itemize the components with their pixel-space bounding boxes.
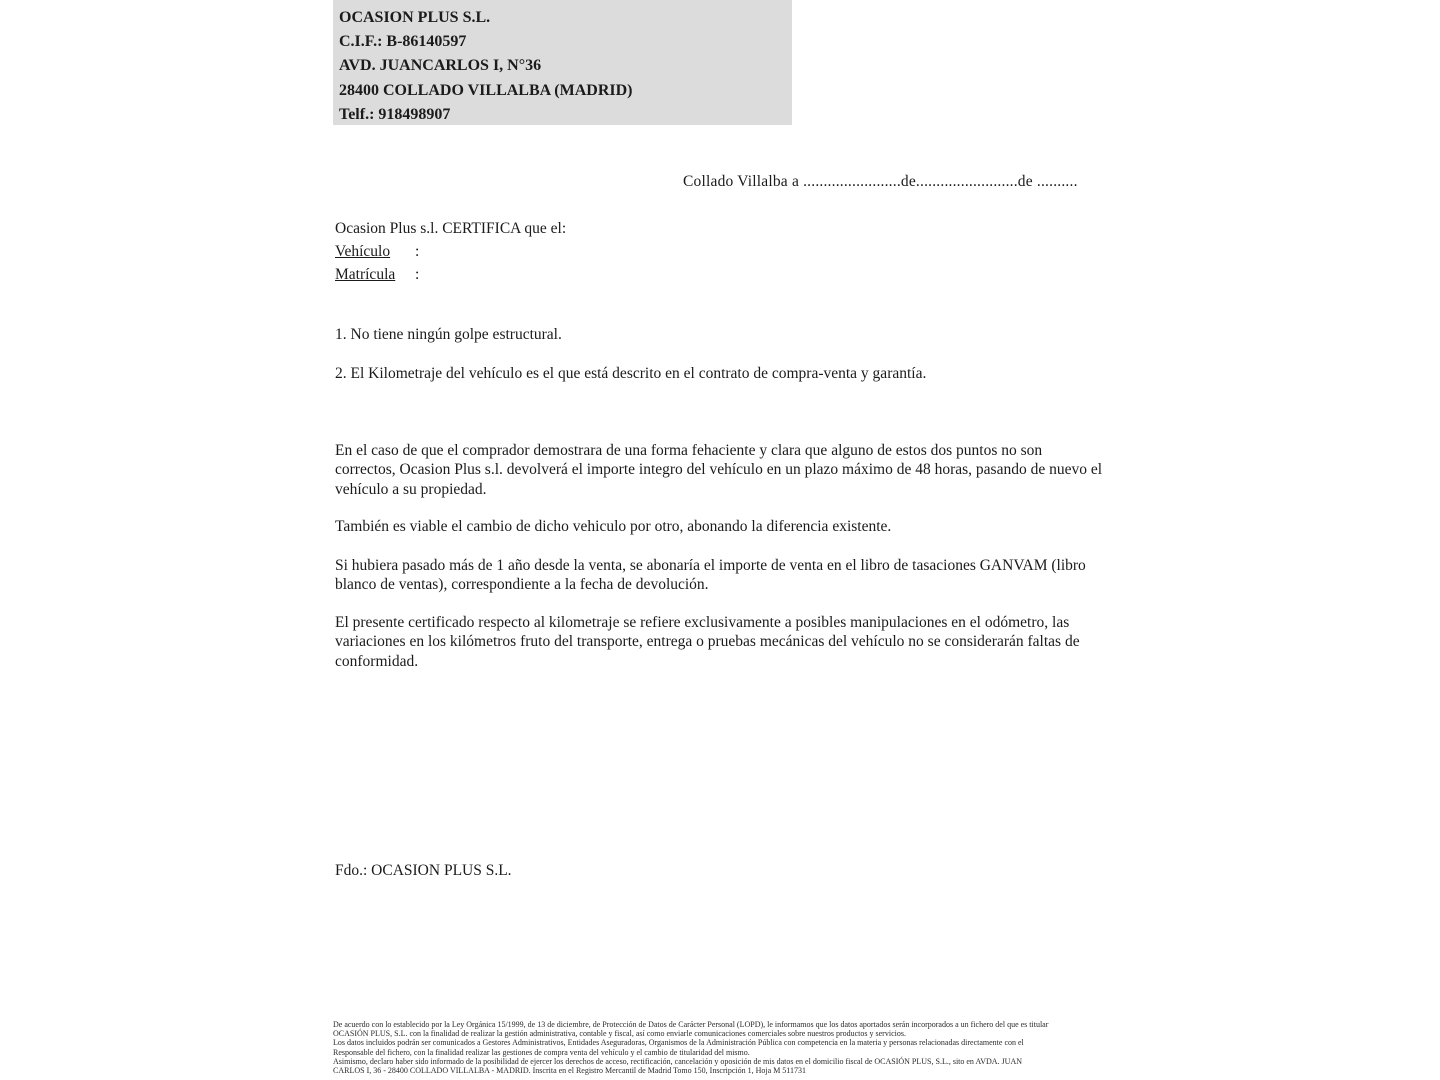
company-cif: C.I.F.: B-86140597 xyxy=(339,33,467,51)
paragraph-odometer-clause: El presente certificado respecto al kilometraje se refiere exclusivamente a posibles manipulaciones en el odómetro, las variaciones en los kilómetros fruto del transporte, entrega o pruebas mecánicas del vehículo no se considerarán faltas de conformidad. xyxy=(335,614,1080,670)
certification-intro: Ocasion Plus s.l. CERTIFICA que el: xyxy=(335,220,567,237)
paragraph-ganvam-clause: Si hubiera pasado más de 1 año desde la venta, se abonaría el importe de venta en el libro de tasaciones GANVAM (libro blanco de ventas), correspondiente a la fecha de devolución. xyxy=(335,557,1086,594)
company-phone: Telf.: 918498907 xyxy=(339,105,451,123)
company-address: AVD. JUANCARLOS I, N°36 xyxy=(339,57,542,75)
matricula-colon: : xyxy=(415,266,420,284)
legal-footer-line: Asimismo, declaro haber sido informado de la posibilidad de ejercer los derechos de acceso, rectificación, cancelación y oposición de mis datos en el domicilio fiscal de OCASIÓN PLUS, S.L., sito en AVDA. JUAN xyxy=(333,1056,1023,1066)
legal-footer-line: Responsable del fichero, con la finalidad realizar las gestiones de compra venta del vehículo y el cambio de titularidad del mismo. xyxy=(333,1047,750,1057)
legal-footer xyxy=(333,1020,1123,1075)
legal-footer-line: CARLOS I, 36 - 28400 COLLADO VILLALBA - MADRID. Inscrita en el Registro Mercantil de Madrid Tomo 150, Inscripción 1, Hoja M 511731 xyxy=(333,1066,807,1076)
signature-line: Fdo.: OCASION PLUS S.L. xyxy=(335,862,512,879)
legal-footer-line: OCASIÓN PLUS, S.L. con la finalidad de realizar la gestión administrativa, contable y fiscal, así como enviarle comunicaciones comerciales sobre nuestros productos y servicios. xyxy=(333,1029,906,1039)
vehicle-label: Vehículo xyxy=(335,243,391,261)
vehicle-colon: : xyxy=(415,243,420,261)
company-name: OCASION PLUS S.L. xyxy=(339,9,491,26)
paragraph-refund-clause: En el caso de que el comprador demostrara de una forma fehaciente y clara que alguno de estos dos puntos no son correctos, Ocasion Plus s.l. devolverá el importe integro del vehículo en un plazo máximo de 48 horas, pasando de nuevo el vehículo a su propiedad. xyxy=(335,442,1103,498)
date-line: Collado Villalba a ........................de.........................de .......... xyxy=(683,173,1078,190)
legal-footer-line: Los datos incluidos podrán ser comunicados a Gestores Administrativos, Entidades Aseguradoras, Organismos de la Administración Pública con competencia en la materia y personas relacionadas directamente con el xyxy=(333,1038,1024,1048)
legal-footer-line: De acuerdo con lo establecido por la Ley Orgánica 15/1999, de 13 de diciembre, de Protección de Datos de Carácter Personal (LOPD), le informamos que los datos aportados serán incorporados a un fichero del que es titular xyxy=(333,1020,1049,1029)
vehicle-field-row xyxy=(335,240,566,263)
matricula-label: Matrícula xyxy=(335,266,396,284)
matricula-field-row xyxy=(335,263,566,286)
paragraph-exchange-clause: También es viable el cambio de dicho vehiculo por otro, abonando la diferencia existente. xyxy=(335,518,892,535)
certified-point-2: 2. El Kilometraje del vehículo es el que está descrito en el contrato de compra-venta y garantía. xyxy=(335,365,927,382)
company-city: 28400 COLLADO VILLALBA (MADRID) xyxy=(339,81,633,99)
certified-point-1: 1. No tiene ningún golpe estructural. xyxy=(335,326,562,343)
certification-block xyxy=(335,217,566,287)
company-info-box xyxy=(333,0,792,125)
